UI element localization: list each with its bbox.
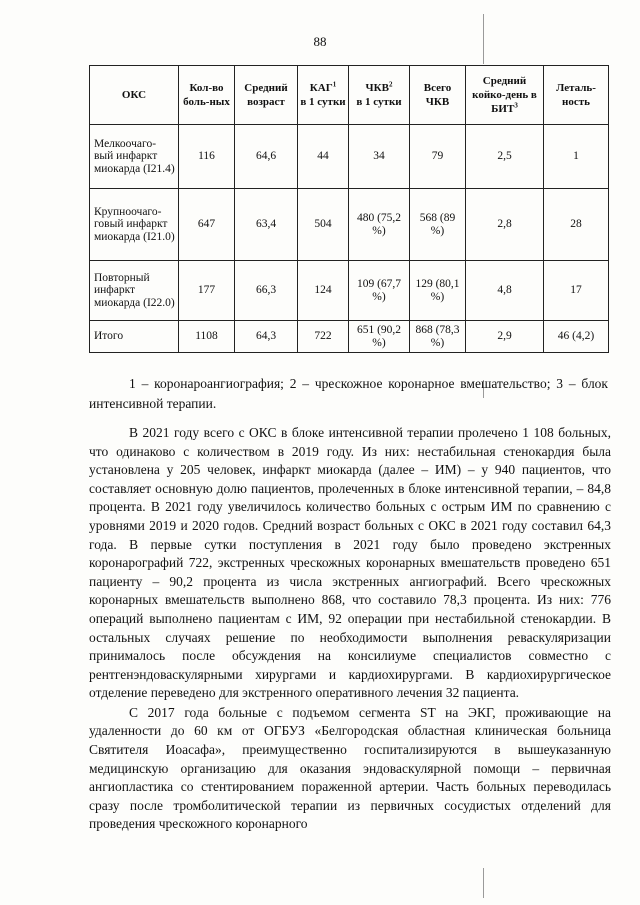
cell-pci-day1: 651 (90,2 %) (349, 321, 410, 353)
header-pci-day1: ЧКВ$^2$ в 1 сутки (349, 66, 410, 125)
cell-pci-total: 568 (89 %) (410, 189, 466, 261)
header-oks: ОКС (90, 66, 179, 125)
cell-name: Повторный инфаркт миокарда (I22.0) (90, 261, 179, 321)
header-count: Кол-во боль-ных (179, 66, 235, 125)
cell-age: 63,4 (235, 189, 298, 261)
cell-pci-total: 868 (78,3 %) (410, 321, 466, 353)
cell-lethality: 17 (544, 261, 609, 321)
cell-pci-total: 129 (80,1 %) (410, 261, 466, 321)
cell-pci-total: 79 (410, 125, 466, 189)
cell-lethality: 28 (544, 189, 609, 261)
header-bed-days: Средний койко-день в БИТ$^3$ (466, 66, 544, 125)
page-number: 88 (313, 34, 327, 49)
header-kag: КАГ$^1$ в 1 сутки (298, 66, 349, 125)
cell-lethality: 1 (544, 125, 609, 189)
body-text (89, 424, 611, 835)
binding-line-top (483, 14, 484, 64)
header-age: Средний возраст (235, 66, 298, 125)
table-footnote: 1 – коронароангиография; 2 – чрескожное коронарное вмешательство; 3 – блок интенсивной терапии. (89, 376, 608, 411)
cell-age: 66,3 (235, 261, 298, 321)
header-pci-total: Всего ЧКВ (410, 66, 466, 125)
header-lethality: Леталь-ность (544, 66, 609, 125)
cell-name: Мелкоочаго-вый инфаркт миокарда (I21.4) (90, 125, 179, 189)
cell-count: 116 (179, 125, 235, 189)
cell-kag: 124 (298, 261, 349, 321)
cell-name: Крупноочаго-говый инфаркт миокарда (I21.0) (90, 189, 179, 261)
cell-kag: 722 (298, 321, 349, 353)
cell-bed-days: 2,9 (466, 321, 544, 353)
cell-bed-days: 2,8 (466, 189, 544, 261)
cell-age: 64,3 (235, 321, 298, 353)
cell-name: Итого (90, 321, 179, 353)
table-row (90, 125, 609, 189)
table-header-row (90, 66, 609, 125)
cell-count: 177 (179, 261, 235, 321)
table-row-total (90, 321, 609, 353)
cell-bed-days: 2,5 (466, 125, 544, 189)
cell-kag: 504 (298, 189, 349, 261)
table-row (90, 189, 609, 261)
paragraph: В 2021 году всего с ОКС в блоке интенсивной терапии пролечено 1 108 больных, что одинаково с количеством в 2019 году. Из них: нестабильная стенокардия была установлена у 205 человек, инфаркт миокарда (далее – ИМ) – у 940 пациентов, что составляет основную долю пациентов, пролеченных в блоке интенсивной терапии, – 84,8 процента. В 2021 году увеличилось количество больных с острым ИМ по сравнению с уровнями 2019 и 2020 годов. Средний возраст больных с ОКС в 2021 году составил 64,3 года. В первые сутки поступления в 2021 году было проведено экстренных коронарографий 722, экстренных чрескожных коронарных вмешательств проведено 651 пациенту – 90,2 процента из числа экстренных ангиографий. Всего чрескожных коронарных вмешательств выполнено 868, что составило 78,3 процента. Из них: 776 операций выполнено пациентам с ИМ, 92 операции при нестабильной стенокардии. В остальных случаях решение по необходимости выполнения реваскуляризации принималось после обсуждения на консилиуме специалистов совместно с рентгенэндоваскулярными хирургами и кардиохирургами. В кардиохирургическое отделение переведено для экстренного оперативного лечения 32 пациента. (89, 425, 611, 701)
cell-age: 64,6 (235, 125, 298, 189)
cell-pci-day1: 480 (75,2 %) (349, 189, 410, 261)
paragraph: С 2017 года больные с подъемом сегмента ST на ЭКГ, проживающие на удаленности до 60 км от ОГБУЗ «Белгородская областная клиническая больница Святителя Иоасафа», преимущественно госпитализируются в вышеуказанную медицинскую организацию для оказания эндоваскулярной помощи – первичная ангиопластика со стентированием пораженной артерии. Часть больных переводилась сразу после тромболитической терапии из первичных сосудистых отделений для проведения чрескожного коронарного (89, 704, 611, 832)
cell-pci-day1: 34 (349, 125, 410, 189)
cell-count: 647 (179, 189, 235, 261)
cell-count: 1108 (179, 321, 235, 353)
cell-lethality: 46 (4,2) (544, 321, 609, 353)
cell-kag: 44 (298, 125, 349, 189)
statistics-table (89, 65, 609, 353)
table-row (90, 261, 609, 321)
cell-bed-days: 4,8 (466, 261, 544, 321)
binding-line-low (483, 868, 484, 898)
cell-pci-day1: 109 (67,7 %) (349, 261, 410, 321)
